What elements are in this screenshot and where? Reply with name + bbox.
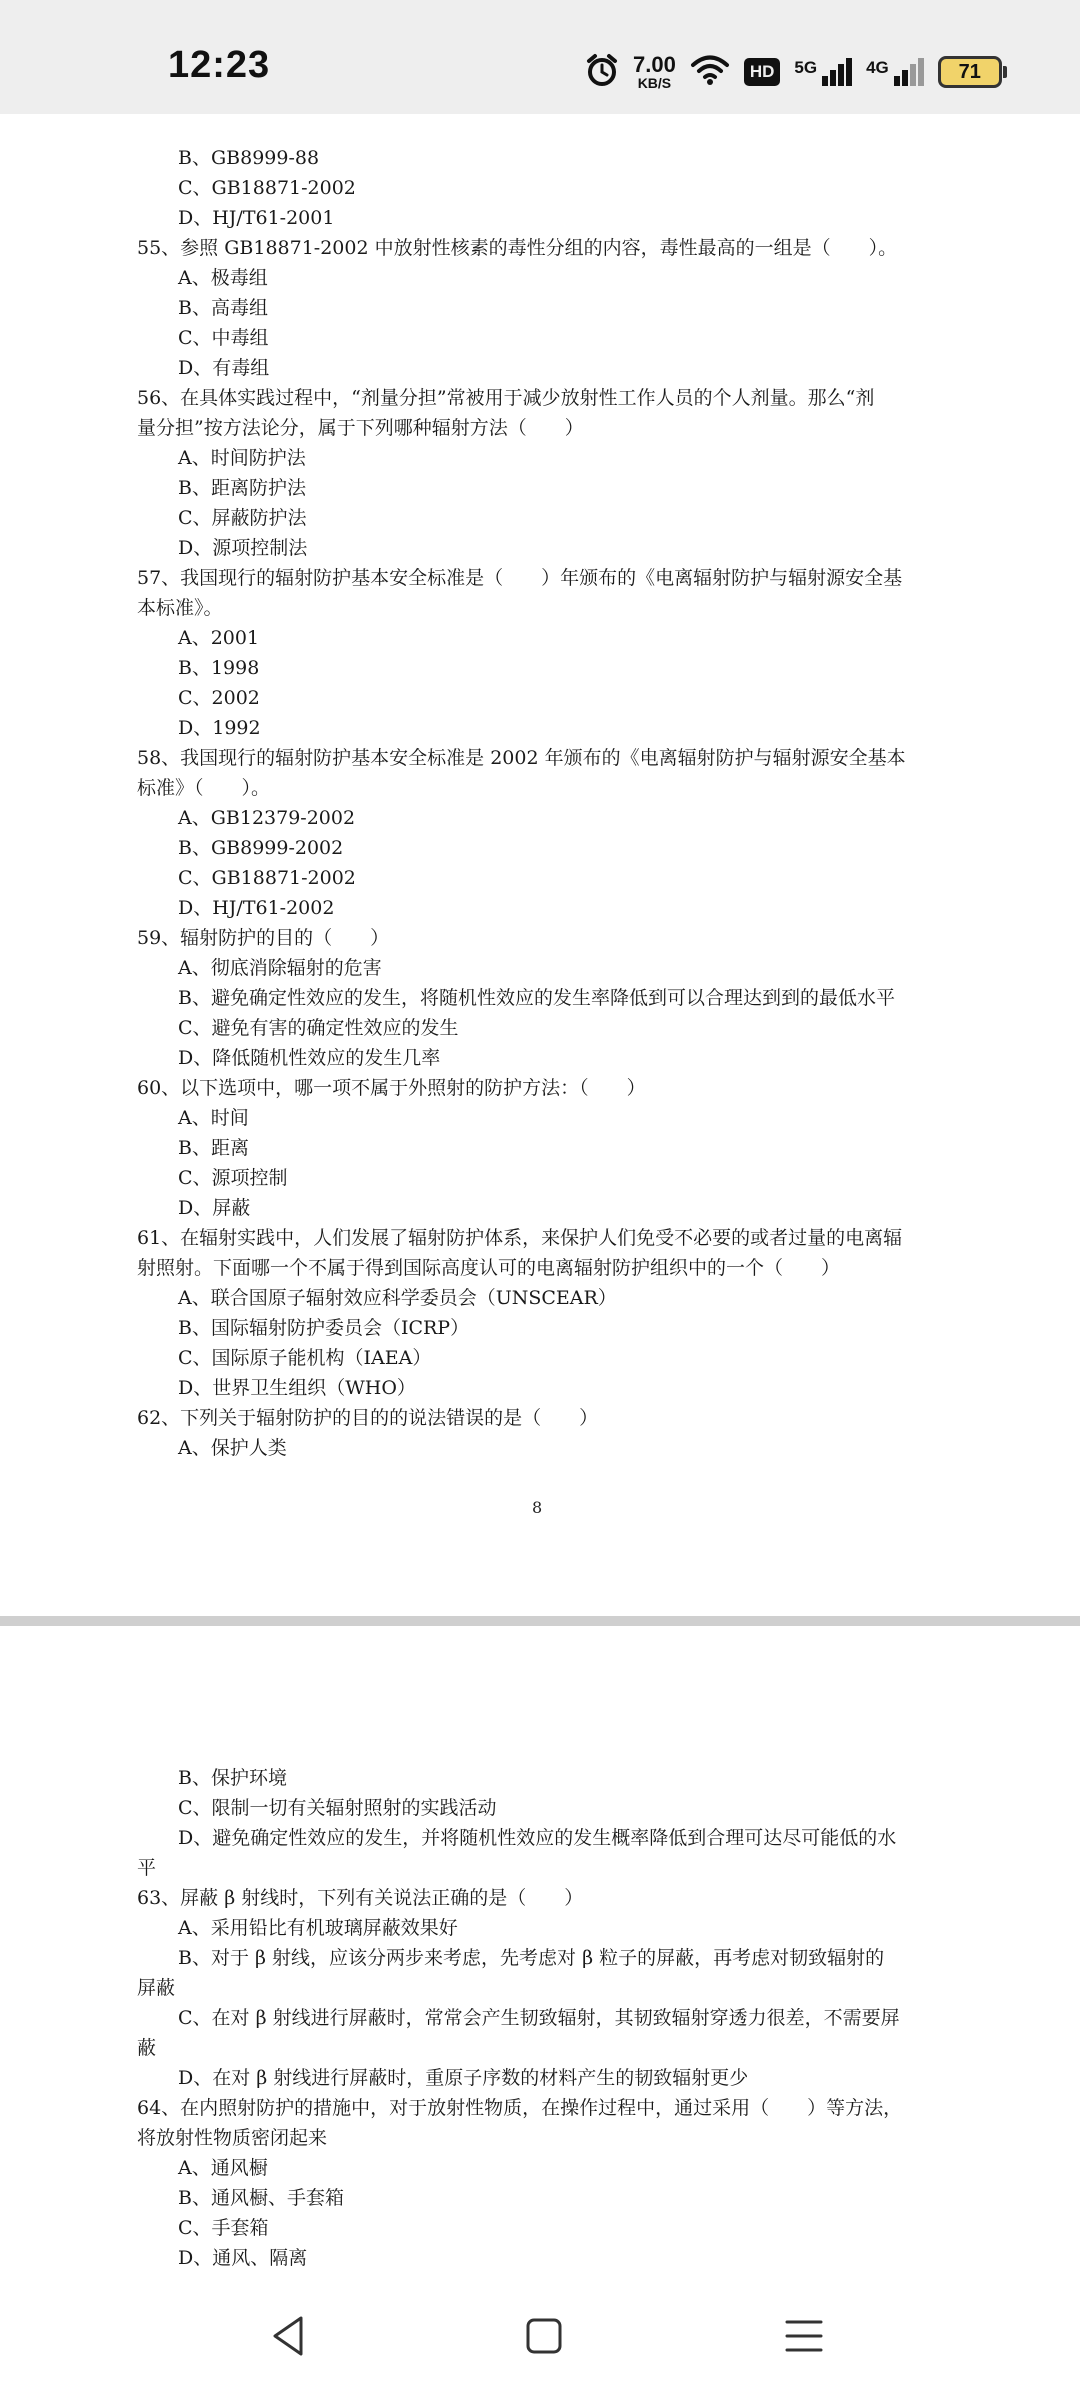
question-56-continued: 量分担”按方法论分，属于下列哪种辐射方法（ ） — [137, 417, 584, 439]
option-continued: 平 — [137, 1857, 157, 1879]
option-line: A、彻底消除辐射的危害 — [178, 957, 382, 979]
option-continued: 蔽 — [137, 2037, 157, 2059]
option-line: A、GB12379-2002 — [178, 807, 356, 829]
question-60: 60、以下选项中，哪一项不属于外照射的防护方法：（ ） — [137, 1077, 646, 1099]
home-button[interactable] — [514, 2306, 574, 2366]
option-line: C、GB18871-2002 — [178, 177, 356, 199]
option-line: B、对于 β 射线，应该分两步来考虑，先考虑对 β 粒子的屏蔽，再考虑对韧致辐射的 — [178, 1947, 885, 1969]
question-56: 56、在具体实践过程中，“剂量分担”常被用于减少放射性工作人员的个人剂量。那么“剂 — [137, 387, 875, 409]
option-line: C、中毒组 — [178, 327, 269, 349]
option-line: C、源项控制 — [178, 1167, 288, 1189]
signal-5g-icon — [794, 58, 852, 86]
back-button[interactable] — [258, 2306, 318, 2366]
option-line: A、2001 — [178, 627, 260, 649]
option-line: C、限制一切有关辐射照射的实践活动 — [178, 1797, 497, 1819]
menu-lines-icon — [784, 2316, 824, 2356]
option-line: A、采用铅比有机玻璃屏蔽效果好 — [178, 1917, 458, 1939]
wifi-icon — [690, 54, 730, 91]
network-speed-value: 7.00 — [633, 52, 676, 77]
page-separator — [0, 1616, 1080, 1626]
option-line: A、联合国原子辐射效应科学委员会（UNSCEAR） — [178, 1287, 617, 1309]
option-line: B、国际辐射防护委员会（ICRP） — [178, 1317, 470, 1339]
option-line: D、有毒组 — [178, 357, 270, 379]
option-line: B、GB8999-2002 — [178, 837, 344, 859]
hd-voice-badge: HD — [744, 58, 781, 86]
option-line: C、手套箱 — [178, 2217, 269, 2239]
option-line: A、极毒组 — [178, 267, 268, 289]
option-line: D、世界卫生组织（WHO） — [178, 1377, 416, 1399]
question-61-continued: 射照射。下面哪一个不属于得到国际高度认可的电离辐射防护组织中的一个（ ） — [137, 1257, 841, 1279]
option-line: D、HJ/T61-2001 — [178, 207, 335, 229]
question-59: 59、辐射防护的目的（ ） — [137, 927, 390, 949]
option-line: B、避免确定性效应的发生，将随机性效应的发生率降低到可以合理达到到的最低水平 — [178, 987, 895, 1009]
option-line: D、HJ/T61-2002 — [178, 897, 335, 919]
status-time: 12:23 — [168, 44, 271, 86]
home-square-icon — [524, 2316, 564, 2356]
option-line: D、源项控制法 — [178, 537, 308, 559]
battery-icon — [938, 56, 1002, 88]
signal-4g-icon — [866, 58, 924, 86]
option-line: B、高毒组 — [178, 297, 268, 319]
option-line: C、GB18871-2002 — [178, 867, 356, 889]
option-line: B、1998 — [178, 657, 260, 679]
option-line: C、国际原子能机构（IAEA） — [178, 1347, 432, 1369]
option-line: D、避免确定性效应的发生，并将随机性效应的发生概率降低到合理可达尽可能低的水 — [178, 1827, 897, 1849]
back-triangle-icon — [268, 2314, 308, 2358]
signal-4g-label: 4G — [866, 58, 889, 77]
question-63: 63、屏蔽 β 射线时，下列有关说法正确的是（ ） — [137, 1887, 584, 1909]
option-line: D、屏蔽 — [178, 1197, 251, 1219]
signal-5g-label: 5G — [794, 58, 818, 77]
question-62: 62、下列关于辐射防护的目的的说法错误的是（ ） — [137, 1407, 599, 1429]
option-line: C、屏蔽防护法 — [178, 507, 307, 529]
alarm-icon — [585, 53, 619, 92]
option-line: B、距离防护法 — [178, 477, 306, 499]
network-speed — [633, 54, 676, 90]
question-57: 57、我国现行的辐射防护基本安全标准是（ ）年颁布的《电离辐射防护与辐射源安全基 — [137, 567, 903, 589]
option-line: A、时间防护法 — [178, 447, 306, 469]
option-line: B、GB8999-88 — [178, 147, 320, 169]
navigation-bar — [0, 2276, 1080, 2400]
option-line: D、降低随机性效应的发生几率 — [178, 1047, 441, 1069]
option-line: D、1992 — [178, 717, 261, 739]
question-61: 61、在辐射实践中，人们发展了辐射防护体系，来保护人们免受不必要的或者过量的电离辐 — [137, 1227, 903, 1249]
option-line: C、2002 — [178, 687, 260, 709]
option-line: A、通风橱 — [178, 2157, 268, 2179]
status-icons — [585, 50, 1002, 94]
page-number: 8 — [532, 1498, 543, 1517]
network-speed-unit: KB/S — [637, 75, 672, 91]
question-64-continued: 将放射性物质密闭起来 — [137, 2127, 328, 2149]
option-line: D、通风、隔离 — [178, 2247, 308, 2269]
document-page-9 — [0, 1626, 1080, 2276]
question-55: 55、参照 GB18871-2002 中放射性核素的毒性分组的内容，毒性最高的一组是（ ）。 — [137, 237, 898, 259]
option-line: C、避免有害的确定性效应的发生 — [178, 1017, 459, 1039]
recents-button[interactable] — [774, 2306, 834, 2366]
option-line: A、时间 — [178, 1107, 249, 1129]
option-line: B、通风橱、手套箱 — [178, 2187, 344, 2209]
option-continued: 屏蔽 — [137, 1977, 176, 1999]
option-line: B、距离 — [178, 1137, 249, 1159]
battery-level: 71 — [958, 60, 981, 83]
option-line: D、在对 β 射线进行屏蔽时，重原子序数的材料产生的韧致辐射更少 — [178, 2067, 749, 2089]
question-64: 64、在内照射防护的措施中，对于放射性物质，在操作过程中，通过采用（ ）等方法， — [137, 2097, 903, 2119]
document-page-8 — [0, 114, 1080, 1616]
question-58-continued: 标准》（ ）。 — [137, 777, 271, 799]
question-57-continued: 本标准》。 — [137, 597, 223, 619]
option-line: B、保护环境 — [178, 1767, 287, 1789]
status-bar — [0, 0, 1080, 114]
option-line: C、在对 β 射线进行屏蔽时，常常会产生韧致辐射，其韧致辐射穿透力很差，不需要屏 — [178, 2007, 900, 2029]
question-58: 58、我国现行的辐射防护基本安全标准是 2002 年颁布的《电离辐射防护与辐射源安全基本 — [137, 747, 906, 769]
option-line: A、保护人类 — [178, 1437, 287, 1459]
